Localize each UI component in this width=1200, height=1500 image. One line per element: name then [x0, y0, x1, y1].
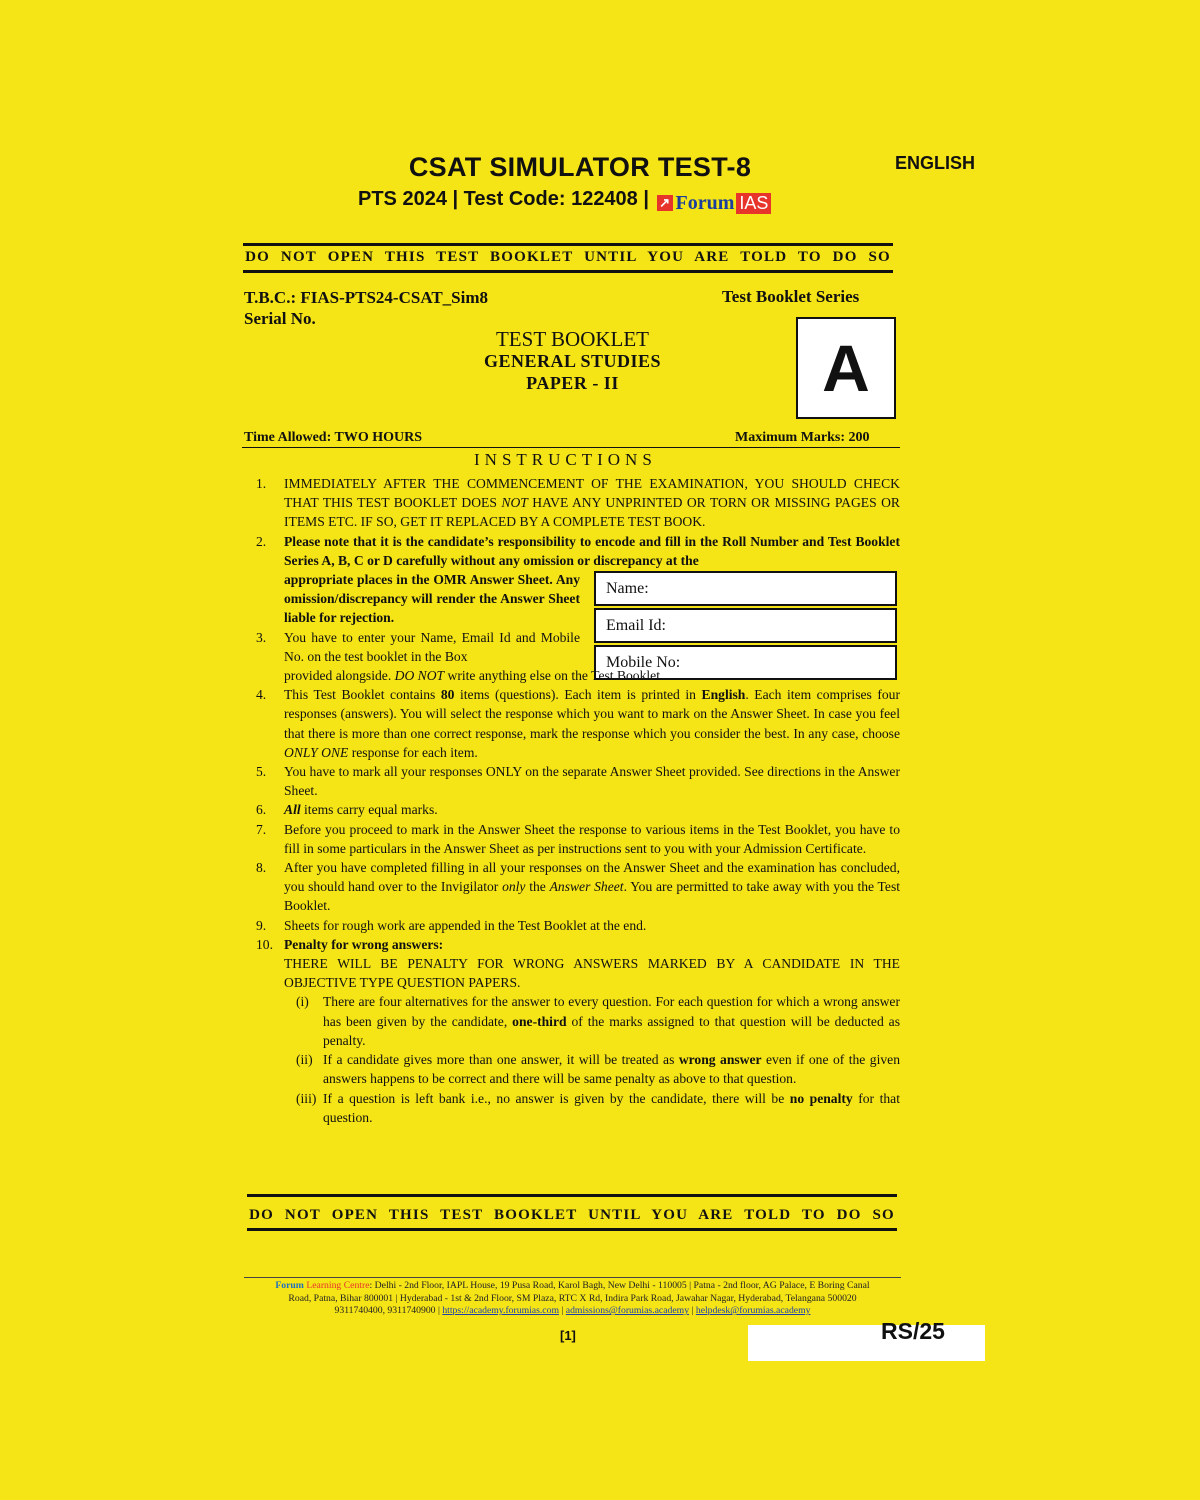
booklet-code: RS/25: [881, 1318, 945, 1344]
sub-emphasis: wrong answer: [678, 1052, 762, 1068]
penalty-rule-1: [256, 992, 900, 1050]
admissions-email-link[interactable]: admissions@forumias.academy: [565, 1305, 690, 1317]
instruction-emphasis: NOT: [501, 495, 528, 511]
maximum-marks: Maximum Marks: 200: [735, 430, 870, 445]
booklet-line-2: GENERAL STUDIES: [483, 351, 662, 371]
footer-divider: [244, 1277, 901, 1278]
sub-text: If a question is left bank i.e., no answer is given by the candidate, there will be: [323, 1090, 790, 1106]
instruction-text: appropriate places in the OMR Answer Sheet. Any omission/discrepancy will render the Answer Sheet liable for rejection.: [284, 572, 580, 626]
time-allowed: Time Allowed: TWO HOURS: [244, 430, 423, 445]
sub-text: for that question.: [323, 1090, 900, 1125]
footer-address-1: : Delhi - 2nd Floor, IAPL House, 19 Pusa Road, Karol Bagh, New Delhi - 110005 | Patna - 2nd floor, AG Palace, E Boring Canal: [369, 1280, 870, 1291]
instruction-text: . Each item comprises four responses (answers). You will select the response which you want to mark on the Answer Sheet. In case you feel that there is more than one correct response, mark the response which you consider the best. In any case, choose: [284, 687, 900, 741]
instruction-emphasis: English: [701, 687, 746, 703]
instruction-text: write anything else on the Test Booklet.: [444, 668, 664, 684]
instruction-emphasis: 80: [440, 687, 455, 703]
instruction-text: Before you proceed to mark in the Answer Sheet the response to various items in the Test Booklet, you have to fill in some particulars in the Answer Sheet as per instructions sent to you with your Admission Certificate.: [284, 821, 900, 856]
instruction-number: 1.: [256, 476, 267, 491]
instruction-number: 4.: [256, 687, 267, 703]
instruction-emphasis: only: [502, 879, 526, 895]
instructions-title: INSTRUCTIONS: [474, 450, 657, 469]
email-field[interactable]: Email Id:: [594, 608, 897, 643]
instruction-number: 5.: [256, 764, 267, 780]
penalty-rule-3: [256, 1089, 900, 1127]
instruction-text: This Test Booklet contains: [284, 687, 441, 703]
instruction-text: Sheets for rough work are appended in the Test Booklet at the end.: [284, 917, 647, 933]
instruction-5: [256, 762, 900, 800]
academy-link[interactable]: https://academy.forumias.com: [442, 1305, 559, 1317]
footer: [244, 1280, 901, 1318]
instruction-text: HAVE ANY UNPRINTED OR TORN OR MISSING PAGES OR ITEMS ETC. IF SO, GET IT REPLACED BY A COMPLETE TEST BOOK.: [284, 495, 900, 530]
helpdesk-email-link[interactable]: helpdesk@forumias.academy: [695, 1305, 811, 1317]
instruction-8: [256, 858, 900, 916]
code-white-box: [748, 1325, 985, 1361]
logo-ias-text: IAS: [736, 193, 771, 214]
instruction-text: You have to enter your Name, Email Id and Mobile No. on the test booklet in the Box: [284, 629, 580, 664]
top-banner-rule-upper: [243, 243, 893, 246]
instruction-number: 6.: [256, 802, 267, 818]
instruction-text: THERE WILL BE PENALTY FOR WRONG ANSWERS MARKED BY A CANDIDATE IN THE OBJECTIVE TYPE QUESTION PAPERS.: [284, 956, 900, 991]
instruction-number: 9.: [256, 917, 267, 933]
instruction-text: provided alongside.: [284, 668, 395, 684]
instructions-top-block: [256, 474, 900, 685]
instruction-6: [256, 800, 900, 819]
mobile-field[interactable]: Mobile No:: [594, 645, 897, 680]
instruction-emphasis: ONLY ONE: [284, 744, 349, 760]
instruction-number: 7.: [256, 821, 267, 837]
instruction-1: [256, 474, 900, 532]
logo-forum-text: Forum: [675, 191, 735, 214]
instruction-number: 2.: [256, 533, 267, 549]
instruction-emphasis: DO NOT: [394, 668, 445, 684]
instruction-2: [256, 532, 900, 628]
instruction-7: [256, 820, 900, 858]
instruction-heading: Penalty for wrong answers:: [284, 936, 444, 952]
name-field[interactable]: Name:: [594, 571, 897, 606]
footer-line-1: [244, 1280, 901, 1293]
divider: [242, 447, 900, 448]
booklet-line-1: TEST BOOKLET: [495, 327, 650, 351]
booklet-line-3: PAPER - II: [526, 373, 619, 393]
instruction-emphasis: All: [284, 802, 301, 818]
instruction-3: [256, 628, 900, 686]
instruction-text: . You are permitted to take away with you the Test Booklet.: [284, 879, 901, 914]
sub-number: (iii): [296, 1090, 317, 1106]
instruction-text: items (questions). Each item is printed in: [454, 687, 702, 703]
footer-brand-lc: Learning Centre: [306, 1280, 370, 1291]
footer-separator: |: [689, 1305, 696, 1317]
tbc-block: [244, 287, 488, 329]
instruction-text: the: [525, 879, 550, 895]
footer-separator: |: [558, 1305, 566, 1317]
series-letter-box: A: [796, 317, 896, 419]
instruction-text: Please note that it is the candidate’s responsibility to encode and fill in the Roll Number and Test Booklet Series A, B, C or D carefully without any omission or discrepancy at the: [284, 533, 900, 568]
instruction-9: [256, 916, 900, 935]
footer-separator: |: [435, 1305, 443, 1317]
language-label: ENGLISH: [895, 153, 976, 173]
bottom-banner-text: DO NOT OPEN THIS TEST BOOKLET UNTIL YOU ARE TOLD TO DO SO: [249, 1207, 895, 1223]
sub-text: There are four alternatives for the answer to every question. For each question for which a wrong answer has been given by the candidate,: [323, 994, 900, 1029]
subtitle-text: PTS 2024 | Test Code: 122408 |: [358, 188, 649, 210]
footer-line-3: [244, 1305, 901, 1318]
instruction-number: 3.: [256, 629, 267, 645]
instruction-number: 8.: [256, 860, 267, 876]
forumias-logo: [657, 192, 772, 215]
arrow-icon: ↗: [657, 195, 673, 211]
sub-text: If a candidate gives more than one answer, it will be treated as: [323, 1052, 679, 1068]
booklet-heading: [440, 328, 705, 394]
instruction-text: IMMEDIATELY AFTER THE COMMENCEMENT OF THE EXAMINATION, YOU SHOULD CHECK THAT THIS TEST BOOKLET DOES: [284, 476, 900, 511]
instruction-10: [256, 935, 900, 993]
sub-emphasis: no penalty: [789, 1090, 853, 1106]
instruction-4: [256, 685, 900, 762]
sub-number: (ii): [296, 1052, 313, 1068]
sub-text: even if one of the given answers happens to be correct and there will be same penalty as above to that question.: [323, 1052, 900, 1087]
top-banner-text: DO NOT OPEN THIS TEST BOOKLET UNTIL YOU ARE TOLD TO DO SO: [245, 249, 891, 265]
instruction-emphasis: Answer Sheet: [549, 879, 624, 895]
sub-number: (i): [296, 994, 309, 1010]
bottom-banner-rule-upper: [247, 1194, 897, 1197]
instruction-text: response for each item.: [348, 744, 478, 760]
sub-text: of the marks assigned to that question will be deducted as penalty.: [323, 1013, 900, 1048]
page-number: [1]: [560, 1328, 576, 1343]
instruction-text: You have to mark all your responses ONLY on the separate Answer Sheet provided. See directions in the Answer Sheet.: [284, 764, 900, 799]
instruction-text: items carry equal marks.: [300, 802, 438, 818]
series-label: Test Booklet Series: [722, 287, 860, 306]
test-subtitle: [358, 188, 771, 215]
sub-emphasis: one-third: [512, 1013, 567, 1029]
serial-number-label: Serial No.: [244, 309, 316, 328]
instruction-text: After you have completed filling in all your responses on the Answer Sheet and the examination has concluded, you should hand over to the Invigilator: [284, 860, 900, 895]
top-banner-rule-lower: [243, 270, 893, 273]
penalty-rule-2: [256, 1050, 900, 1088]
instruction-number: 10.: [256, 936, 273, 952]
tbc-code: T.B.C.: FIAS-PTS24-CSAT_Sim8: [244, 288, 489, 307]
footer-brand-forum: Forum: [275, 1280, 304, 1291]
bottom-banner-rule-lower: [247, 1228, 897, 1231]
footer-phones: 9311740400, 9311740900: [334, 1305, 436, 1317]
test-title: CSAT SIMULATOR TEST-8: [408, 152, 752, 182]
instructions-list: [256, 474, 900, 1127]
footer-address-2: Road, Patna, Bihar 800001 | Hyderabad - 1st & 2nd Floor, SM Plaza, RTC X Rd, Indira Park Road, Jawahar Nagar, Hyderabad, Telangana 500020: [288, 1292, 857, 1304]
